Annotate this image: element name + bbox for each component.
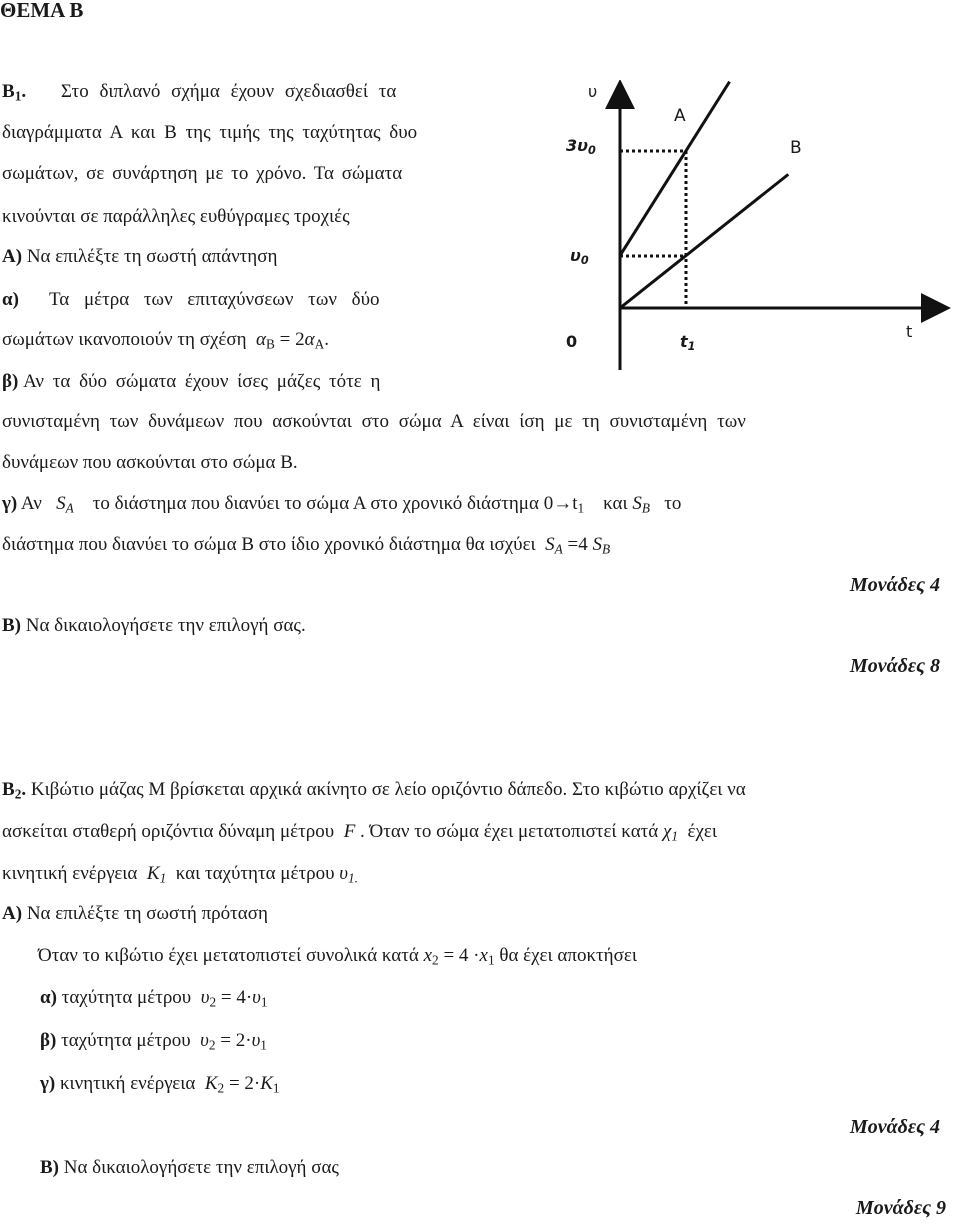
b2-statement: Όταν το κιβώτιο έχει μετατοπιστεί συνολικά κατά $x_2 = 4 \cdot x_1$ θα έχει αποκτήσει <box>38 945 637 968</box>
series-line-b <box>620 174 788 308</box>
origin-label: 0 <box>566 332 578 351</box>
b2-line-3: κινητική ενέργεια $K_1$ και ταχύτητα μέτρου $\upsilon_{1.}$ <box>2 863 358 886</box>
b1-intro-line-1: $B_1$. Στο διπλανό σχήμα έχουν σχεδιασθεί τα <box>2 81 397 104</box>
b1-label: $B_1$. <box>2 81 27 104</box>
b2-option-beta: β) ταχύτητα μέτρου $\upsilon_2 = 2\cdot\upsilon_1$ <box>40 1030 267 1053</box>
b1-option-alpha-line-1: α) Τα μέτρα των επιταχύνσεων των δύο <box>2 289 380 310</box>
x-axis-label: t <box>906 322 913 341</box>
velocity-time-graph <box>540 80 960 380</box>
b1-option-gamma-line-1: γ) Αν $S_A$ το διάστημα που διανύει το σώμα Α στο χρονικό διάστημα $0\to t_1$ και $S_B$ το <box>2 493 682 516</box>
b2-option-gamma: γ) κινητική ενέργεια $K_2 = 2\cdot K_1$ <box>40 1073 280 1096</box>
y-axis-label: υ <box>588 82 598 101</box>
b1-marks-1: Μονάδες 4 <box>849 574 940 596</box>
b1-intro-line-3: σωμάτων, σε συνάρτηση με το χρόνο. Τα σώματα <box>2 163 403 184</box>
line-a-label: Α <box>674 106 686 126</box>
b1-option-beta-line-2: συνισταμένη των δυνάμεων που ασκούνται στο σώμα Α είναι ίση με τη συνισταμένη των <box>2 411 746 432</box>
b1-part-b: Β) Να δικαιολογήσετε την επιλογή σας. <box>2 615 306 636</box>
b1-marks-2: Μονάδες 8 <box>849 655 940 677</box>
b2-option-alpha: α) ταχύτητα μέτρου $\upsilon_2 = 4\cdot\upsilon_1$ <box>40 987 268 1010</box>
b2-marks-1: Μονάδες 4 <box>849 1116 940 1138</box>
b1-option-gamma-line-2: διάστημα που διανύει το σώμα Β στο ίδιο χρονικό διάστημα θα ισχύει $S_A =4$ $S_B$ <box>2 534 611 557</box>
b2-part-a: Α) Να επιλέξτε τη σωστή πρόταση <box>2 903 268 924</box>
y-tick-u0: $\upsilon_0$ <box>570 246 589 267</box>
b2-line-1: $B_2$. Κιβώτιο μάζας Μ βρίσκεται αρχικά ακίνητο σε λείο οριζόντιο δάπεδο. Στο κιβώτιο αρχίζει να <box>2 779 746 802</box>
b2-marks-2: Μονάδες 9 <box>855 1197 946 1219</box>
b1-option-alpha-line-2: σωμάτων ικανοποιούν τη σχέση $\alpha_B = 2\alpha_A$. <box>2 329 329 352</box>
b2-part-b: Β) Να δικαιολογήσετε την επιλογή σας <box>40 1157 339 1178</box>
b1-intro-line-4: κινούνται σε παράλληλες ευθύγραμες τροχιές <box>2 206 350 227</box>
page-title: ΘΕΜΑ Β <box>0 0 84 22</box>
b2-line-2: ασκείται σταθερή οριζόντια δύναμη μέτρου F . Όταν το σώμα έχει μετατοπιστεί κατά $\chi_1$ έχει <box>2 821 718 844</box>
b1-option-beta-line-3: δυνάμεων που ασκούνται στο σώμα Β. <box>2 452 298 473</box>
y-tick-3u0: $3\upsilon_0$ <box>566 136 596 157</box>
b1-option-beta-line-1: β) Αν τα δύο σώματα έχουν ίσες μάζες τότε η <box>2 371 381 392</box>
line-b-label: Β <box>790 138 802 158</box>
b1-part-a: Α) Να επιλέξτε τη σωστή απάντηση <box>2 246 278 267</box>
b1-intro-line-2: διαγράμματα Α και Β της τιμής της ταχύτητας δυο <box>2 122 418 143</box>
x-tick-t1: $t_1$ <box>680 332 696 353</box>
